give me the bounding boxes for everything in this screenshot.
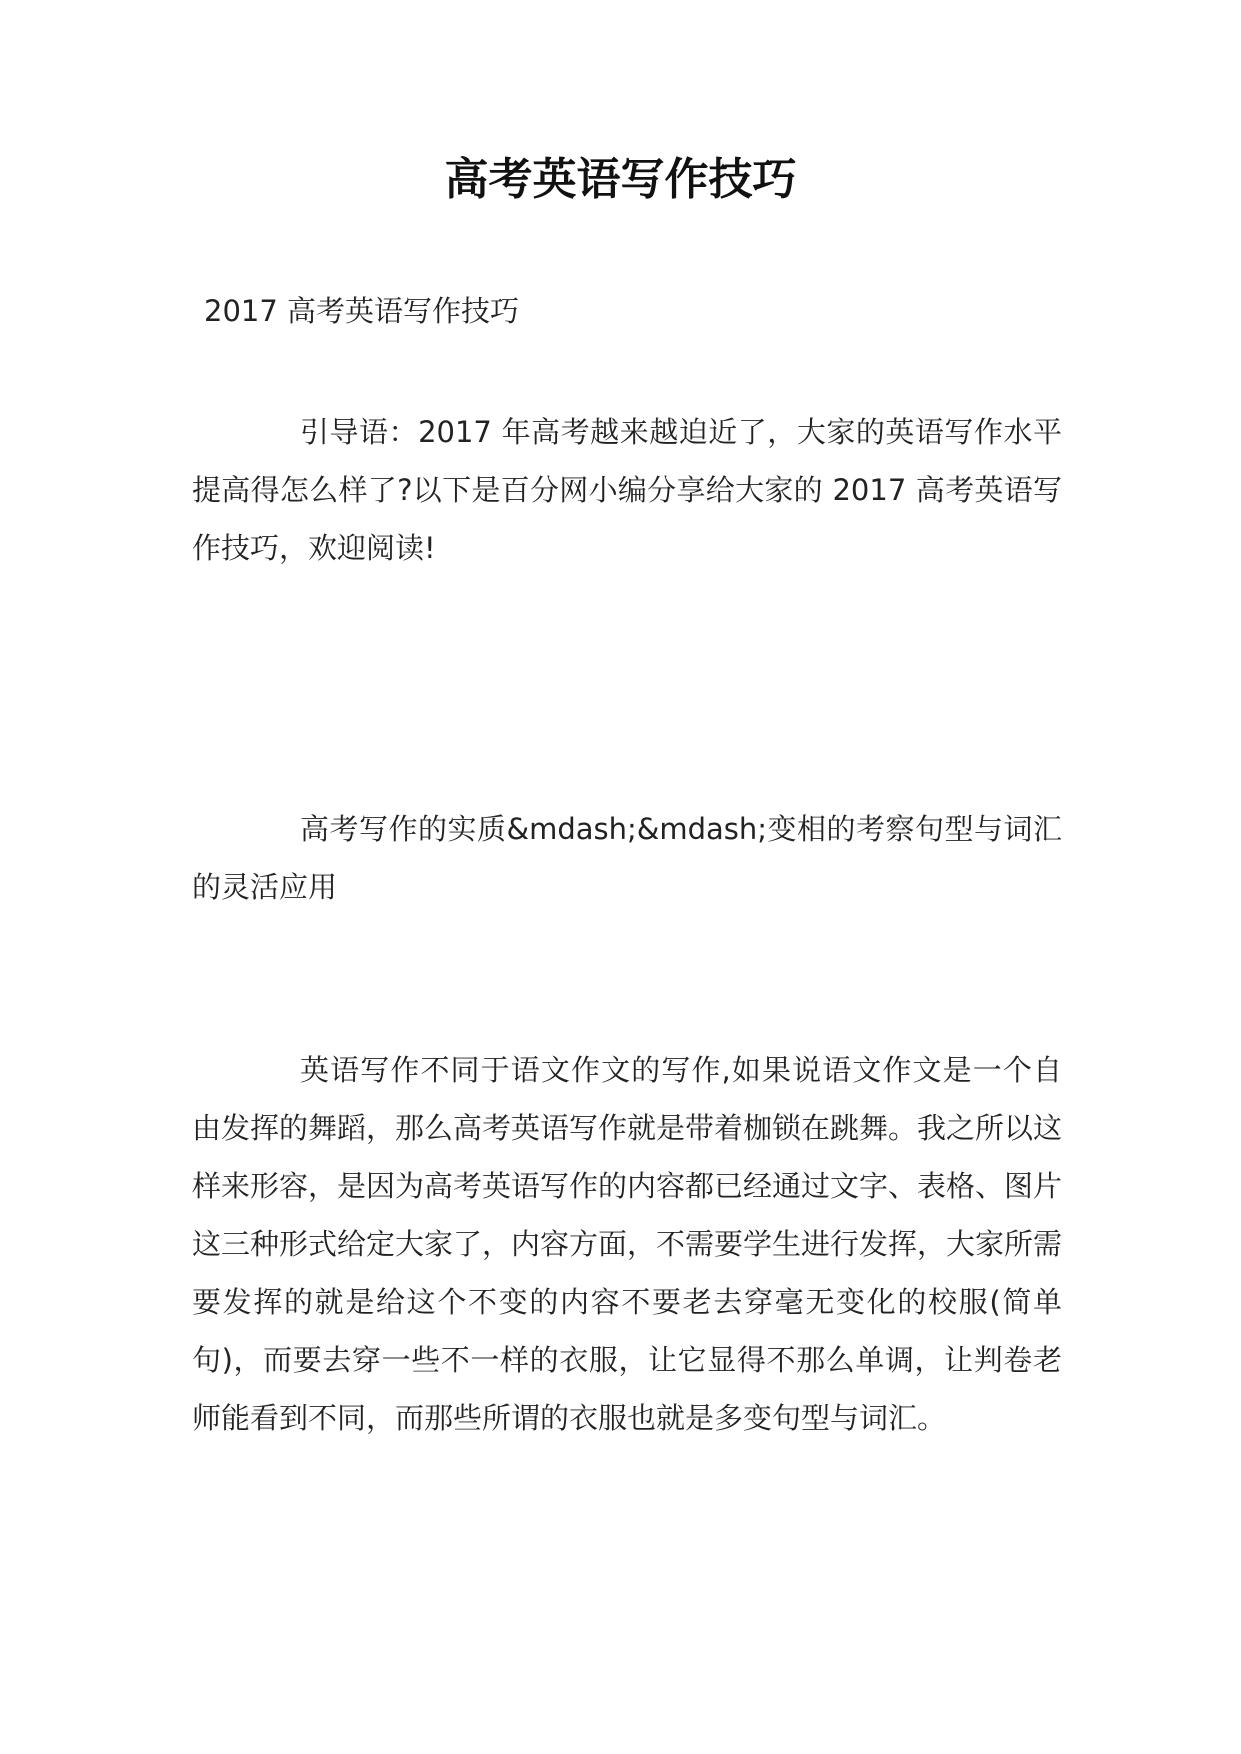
intro-paragraph: 引导语：2017 年高考越来越迫近了，大家的英语写作水平提高得怎么样了?以下是百分网小编分享给大家的 2017 高考英语写作技巧，欢迎阅读! bbox=[192, 415, 1062, 565]
document-title: 高考英语写作技巧 bbox=[444, 154, 797, 205]
section-heading-paragraph: 高考写作的实质&mdash;&mdash;变相的考察句型与词汇的灵活应用 bbox=[192, 812, 1062, 904]
body-paragraph: 英语写作不同于语文作文的写作,如果说语文作文是一个自由发挥的舞蹈，那么高考英语写作就是带着枷锁在跳舞。我之所以这样来形容，是因为高考英语写作的内容都已经通过文字、表格、图片这三种形式给定大家了，内容方面，不需要学生进行发挥，大家所需要发挥的就是给这个不变的内容不要老去穿毫无变化的校服(简单句)，而要去穿一些不一样的衣服，让它显得不那么单调，让判卷老师能看到不同，而那些所谓的衣服也就是多变句型与词汇。 bbox=[192, 1053, 1063, 1435]
document-subtitle: 2017 高考英语写作技巧 bbox=[204, 294, 520, 328]
